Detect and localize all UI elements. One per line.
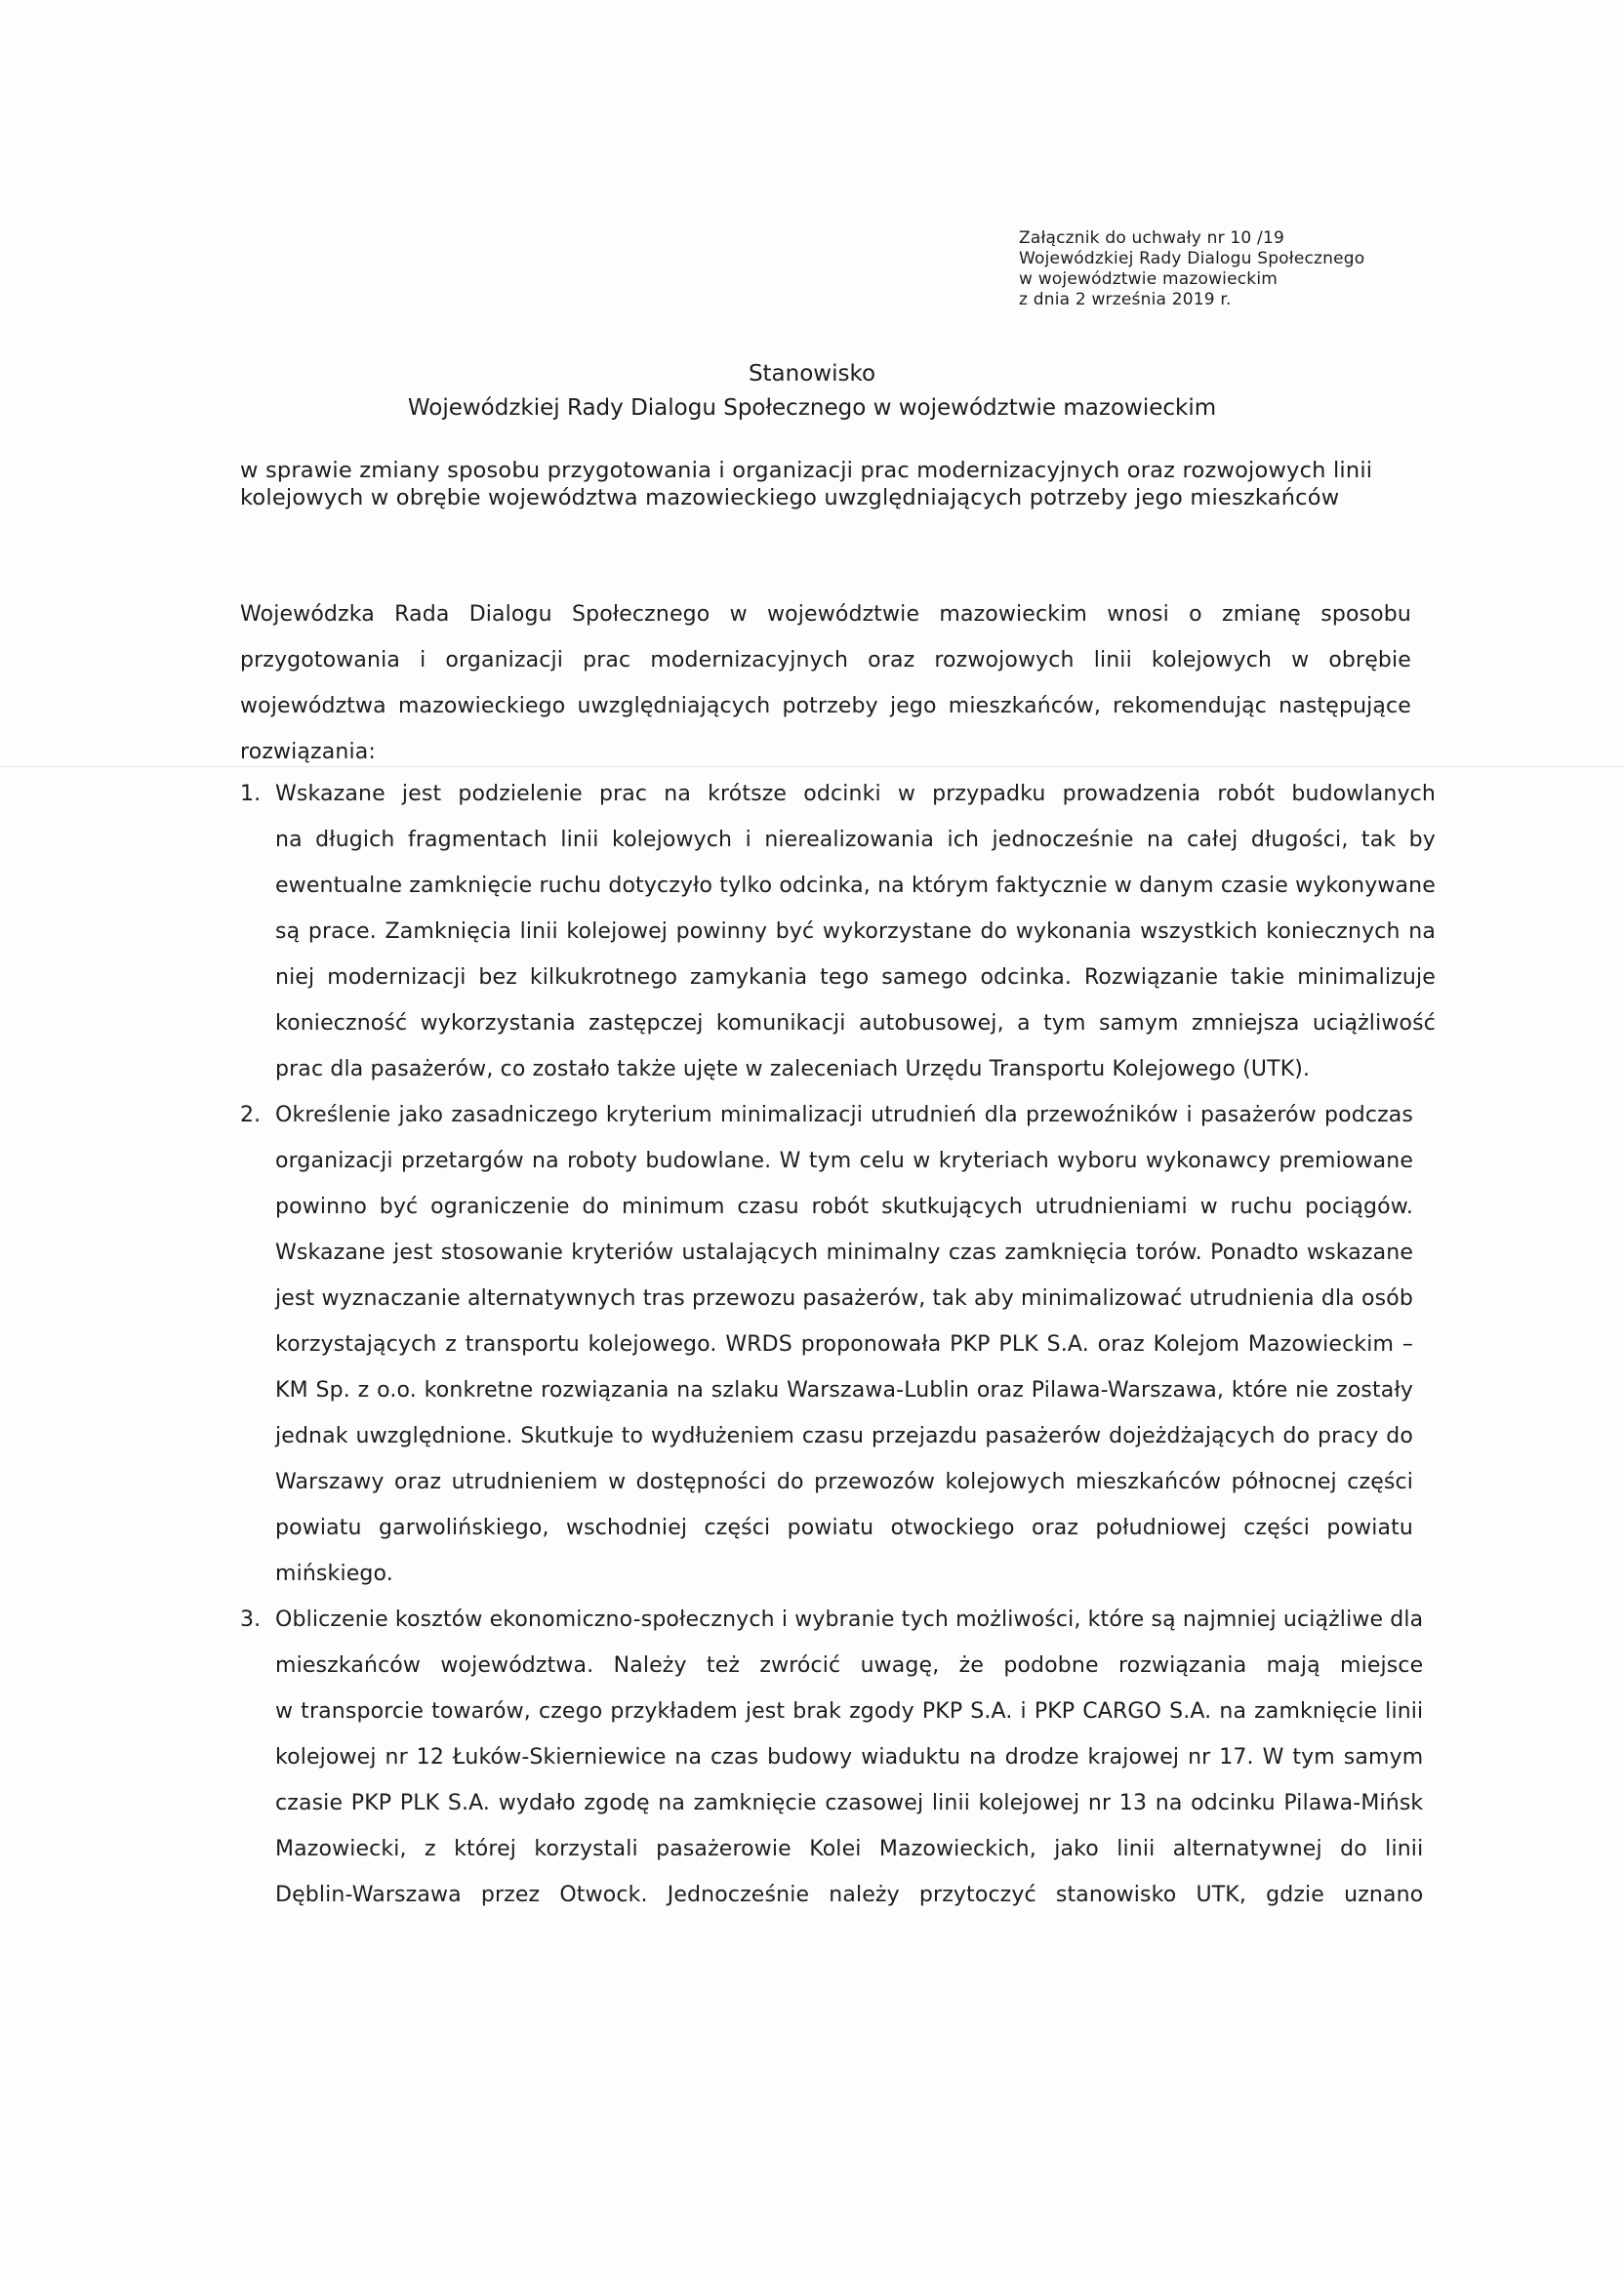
- list-item-line: na długich fragmentach linii kolejowych i nierealizowania ich jednocześnie na całej długości, tak by: [275, 828, 1436, 852]
- list-item: [240, 771, 1436, 1092]
- list-item-line: mieszkańców województwa. Należy też zwrócić uwagę, że podobne rozwiązania mają miejsce: [275, 1653, 1424, 1678]
- list-item-line: Mazowiecki, z której korzystali pasażerowie Kolei Mazowieckich, jako linii alternatywnej do linii: [275, 1837, 1424, 1861]
- attachment-note-line: Wojewódzkiej Rady Dialogu Społecznego: [1019, 249, 1365, 268]
- list-item-line: powinno być ograniczenie do minimum czasu robót skutkujących utrudnieniami w ruchu pociągów.: [275, 1195, 1414, 1219]
- list-item-line: jednak uwzględnione. Skutkuje to wydłużeniem czasu przejazdu pasażerów dojeżdżających do pracy do: [275, 1424, 1414, 1448]
- list-item-text: [275, 1092, 1413, 1597]
- document-subject: [240, 457, 1411, 511]
- list-item-number: 3.: [240, 1608, 262, 1632]
- list-item-text: [275, 771, 1436, 1092]
- list-item-line: powiatu garwolińskiego, wschodniej części powiatu otwockiego oraz południowej części powiatu: [275, 1516, 1414, 1540]
- subject-line: kolejowych w obrębie województwa mazowieckiego uwzględniających potrzeby jego mieszkańców: [240, 485, 1340, 510]
- list-item-line: prac dla pasażerów, co zostało także ujęte w zaleceniach Urzędu Transportu Kolejowego (UTK).: [275, 1057, 1311, 1081]
- attachment-note-line: w województwie mazowieckim: [1019, 269, 1279, 289]
- document-title: [0, 357, 1624, 426]
- list-item-line: Dęblin-Warszawa przez Otwock. Jednocześnie należy przytoczyć stanowisko UTK, gdzie uznano: [275, 1883, 1424, 1907]
- subject-line: w sprawie zmiany sposobu przygotowania i organizacji prac modernizacyjnych oraz rozwojowych linii: [240, 458, 1373, 483]
- list-item-text: [275, 1597, 1423, 1918]
- list-item-line: czasie PKP PLK S.A. wydało zgodę na zamknięcie czasowej linii kolejowej nr 13 na odcinku Pilawa-Mińsk: [275, 1791, 1424, 1815]
- list-item-line: Warszawy oraz utrudnieniem w dostępności do przewozów kolejowych mieszkańców północnej części: [275, 1470, 1414, 1494]
- title-line: Stanowisko: [748, 361, 876, 387]
- list-item-line: kolejowej nr 12 Łuków-Skierniewice na czas budowy wiaduktu na drodze krajowej nr 17. W tym samym: [275, 1745, 1424, 1770]
- list-item-line: Określenie jako zasadniczego kryterium minimalizacji utrudnień dla przewoźników i pasażerów podczas: [275, 1103, 1414, 1127]
- attachment-note: [1019, 228, 1429, 310]
- intro-paragraph: Wojewódzka Rada Dialogu Społecznego w województwie mazowieckim wnosi o zmianę sposobu przygotowania i organizacji prac modernizacyjnych oraz rozwojowych linii kolejowych w obrębie województwa mazowieckiego uwzględniających potrzeby jego mieszkańców, rekomendując następujące rozwiązania:: [240, 602, 1411, 764]
- list-item-line: w transporcie towarów, czego przykładem jest brak zgody PKP S.A. i PKP CARGO S.A. na zamknięcie linii: [275, 1699, 1424, 1724]
- list-item-number: 2.: [240, 1103, 262, 1127]
- list-item-line: organizacji przetargów na roboty budowlane. W tym celu w kryteriach wyboru wykonawcy premiowane: [275, 1149, 1414, 1173]
- list-item-line: konieczność wykorzystania zastępczej komunikacji autobusowej, a tym samym zmniejsza uciążliwość: [275, 1011, 1436, 1036]
- list-item-line: Obliczenie kosztów ekonomiczno-społecznych i wybranie tych możliwości, które są najmniej uciążliwe dla: [275, 1608, 1424, 1632]
- list-item-line: niej modernizacji bez kilkukrotnego zamykania tego samego odcinka. Rozwiązanie takie minimalizuje: [275, 965, 1436, 990]
- title-line: Wojewódzkiej Rady Dialogu Społecznego w województwie mazowieckim: [407, 395, 1217, 421]
- list-item-line: ewentualne zamknięcie ruchu dotyczyło tylko odcinka, na którym faktycznie w danym czasie wykonywane: [275, 874, 1436, 898]
- recommendation-list: [240, 771, 1436, 1918]
- list-item-line: mińskiego.: [275, 1562, 393, 1586]
- attachment-note-line: z dnia 2 września 2019 r.: [1019, 290, 1232, 309]
- list-item-number: 1.: [240, 782, 262, 806]
- list-item: [240, 1092, 1414, 1597]
- attachment-note-line: Załącznik do uchwały nr 10 /19: [1019, 228, 1284, 248]
- list-item-line: jest wyznaczanie alternatywnych tras przewozu pasażerów, tak aby minimalizować utrudnienia dla osób: [275, 1286, 1414, 1311]
- list-item: [240, 1597, 1424, 1918]
- list-item-line: są prace. Zamknięcia linii kolejowej powinny być wykorzystane do wykonania wszystkich koniecznych na: [275, 919, 1436, 944]
- list-item-line: KM Sp. z o.o. konkretne rozwiązania na szlaku Warszawa-Lublin oraz Pilawa-Warszawa, które nie zostały: [275, 1378, 1414, 1403]
- list-item-line: Wskazane jest stosowanie kryteriów ustalających minimalny czas zamknięcia torów. Ponadto wskazane: [275, 1241, 1414, 1265]
- list-item-line: Wskazane jest podzielenie prac na krótsze odcinki w przypadku prowadzenia robót budowlanych: [275, 782, 1436, 806]
- list-item-line: korzystających z transportu kolejowego. WRDS proponowała PKP PLK S.A. oraz Kolejom Mazowieckim –: [275, 1332, 1414, 1357]
